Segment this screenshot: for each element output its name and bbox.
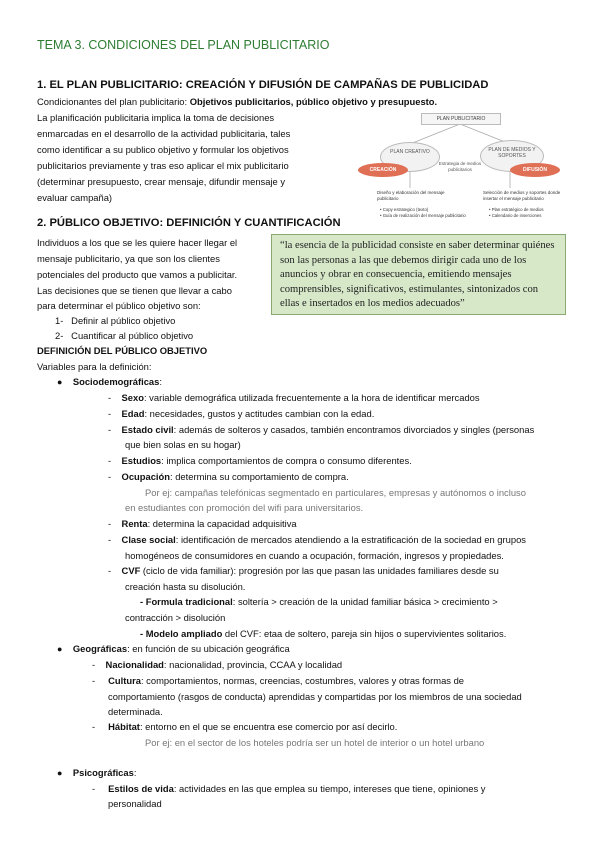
socio-item: - Edad: necesidades, gustos y actitudes cambian con la edad. <box>108 408 375 419</box>
bullet-psicograficas: ● Psicográficas: <box>57 767 137 778</box>
formula-tradicional: - Formula tradicional: soltería > creación de la unidad familiar básica > crecimiento > <box>140 596 498 607</box>
modelo-ampliado: - Modelo ampliado del CVF: etaa de soltero, pareja sin hijos o supervivientes solitarios. <box>140 628 507 639</box>
cvf-cont: creación hasta su disolución. <box>125 581 246 592</box>
conditions-line <box>37 94 437 110</box>
right-bullets <box>489 207 544 218</box>
left-note: Diseño y elaboración del mensaje publicitario <box>377 190 445 201</box>
creacion-tag: CREACIÓN <box>358 163 408 177</box>
socio-item: - Ocupación: determina su comportamiento de compra. <box>108 471 349 482</box>
geo-item: - Nacionalidad: nacionalidad, provincia, CCAA y localidad <box>92 659 343 670</box>
right-bullet: • Calendario de inserciones <box>489 212 542 218</box>
plan-medios-ellipse: PLAN DE MEDIOS Y SOPORTES <box>480 140 544 172</box>
s1-para-0: La planificación publicitaria implica la toma de decisiones <box>37 112 275 123</box>
formula-cont: contracción > disolución <box>125 612 226 623</box>
section-1-heading: 1. EL PLAN PUBLICITARIO: CREACIÓN Y DIFUSIÓN DE CAMPAÑAS DE PUBLICIDAD <box>37 79 489 91</box>
right-note: Selección de medios y soportes donde insertar el mensaje publicitario <box>483 190 561 201</box>
s1-para-5: evaluar campaña) <box>37 192 113 203</box>
left-bullet: • Guía de realización del mensaje publicitario <box>380 212 466 218</box>
definition-heading: DEFINICIÓN DEL PÚBLICO OBJETIVO <box>37 345 208 356</box>
page-title: TEMA 3. CONDICIONES DEL PLAN PUBLICITARIO <box>37 38 330 52</box>
plan-creativo-ellipse: PLAN CREATIVO <box>380 142 440 172</box>
ocupacion-example-cont: en estudiantes con promoción del wifi para universitarios. <box>125 502 364 513</box>
ocupacion-example: Por ej: campañas telefónicas segmentado en particulares, empresas y autónomos o incluso <box>145 487 526 498</box>
cultura-cont: comportamiento (rasgos de conducta) aprendidas y compartidas por los miembros de una sociedad <box>108 691 522 702</box>
socio-item: - Estado civil: además de solteros y casados, también encontramos divorciados y singles (personas <box>108 424 535 435</box>
bullet-geograficas: ● Geográficas: en función de su ubicación geográfica <box>57 643 290 654</box>
s1-para-4: (determinar presupuesto, crear mensaje, difundir mensaje y <box>37 176 286 187</box>
bullet-dot-icon: ● <box>57 644 63 654</box>
diagram-center-text: Estrategia de medios publicitarios <box>438 161 482 172</box>
list-item: 2- Cuantificar al público objetivo <box>55 330 194 341</box>
list-item: 1- Definir al público objetivo <box>55 315 176 326</box>
bullet-dot-icon: ● <box>57 768 63 778</box>
clase-cont: homogéneos de consumidores en cuando a ocupación, formación, ingresos y propiedades. <box>125 550 504 561</box>
socio-item: - Renta: determina la capacidad adquisitiva <box>108 518 297 529</box>
estilos-cont: personalidad <box>108 798 162 809</box>
conditions-label: Condicionantes del plan publicitario: <box>37 96 190 107</box>
socio-item: - Clase social: identificación de mercados atendiendo a la estratificación de la sociedad en grupos <box>108 534 526 545</box>
s2-para-3: Las decisiones que se tienen que llevar a cabo <box>37 285 232 296</box>
habitat-example: Por ej: en el sector de los hoteles podría ser un hotel de interior o un hotel urbano <box>145 737 485 748</box>
diagram-top-box: PLAN PUBLICITARIO <box>421 113 501 125</box>
geo-item: - Cultura: comportamientos, normas, creencias, costumbres, valores y otras formas de <box>92 675 465 686</box>
quote-box: “la esencia de la publicidad consiste en saber determinar quiénes son las personas a las que debemos dirigir cada uno de los anuncios y obrar en consecuencia, emitiendo mensajes comprensibles, significativos, estimulantes, sintonizados con ellas e insertados en los medios adecuados” <box>271 234 566 315</box>
bullet-dot-icon: ● <box>57 377 63 387</box>
left-bullet: • Copy estrategico (texto) <box>380 207 429 212</box>
section-2-heading: 2. PÚBLICO OBJETIVO: DEFINICIÓN Y CUANTIFICACIÓN <box>37 217 341 229</box>
s1-para-1: enmarcadas en el desarrollo de la actividad publicitaria, tales <box>37 128 291 139</box>
s2-para-1: mensaje publicitario, ya que son los clientes <box>37 253 220 264</box>
socio-item-cont: que bien solas en su hogar) <box>125 439 241 450</box>
left-bullets <box>380 207 466 218</box>
cultura-cont: determinada. <box>108 706 163 717</box>
s1-para-2: como identificar a su publico objetivo y formular los objetivos <box>37 144 289 155</box>
right-bullet: • Plan estratégico de medios <box>489 207 544 212</box>
variables-label: Variables para la definición: <box>37 361 152 372</box>
bullet-sociodemograficas: ● Sociodemográficas: <box>57 376 162 387</box>
s2-para-4: para determinar el público objetivo son: <box>37 300 201 311</box>
socio-item: - Sexo: variable demográfica utilizada frecuentemente a la hora de identificar mercados <box>108 392 480 403</box>
s2-para-2: potenciales del producto que vamos a publicitar. <box>37 269 238 280</box>
socio-item: - Estudios: implica comportamientos de compra o consumo diferentes. <box>108 455 412 466</box>
difusion-tag: DIFUSIÓN <box>510 163 560 177</box>
plan-diagram <box>355 110 565 230</box>
psico-item: - Estilos de vida: actividades en las que emplea su tiempo, intereses que tiene, opiniones y <box>92 783 486 794</box>
geo-item: - Hábitat: entorno en el que se encuentra ese comercio por así decirlo. <box>92 721 398 732</box>
socio-item: - CVF (ciclo de vida familiar): progresión por las que pasan las unidades familiares desde su <box>108 565 499 576</box>
conditions-value: Objetivos publicitarios, público objetivo y presupuesto. <box>189 96 438 107</box>
s1-para-3: publicitarios previamente y tras eso aplicar el mix publicitario <box>37 160 289 171</box>
s2-para-0: Individuos a los que se les quiere hacer llegar el <box>37 237 238 248</box>
